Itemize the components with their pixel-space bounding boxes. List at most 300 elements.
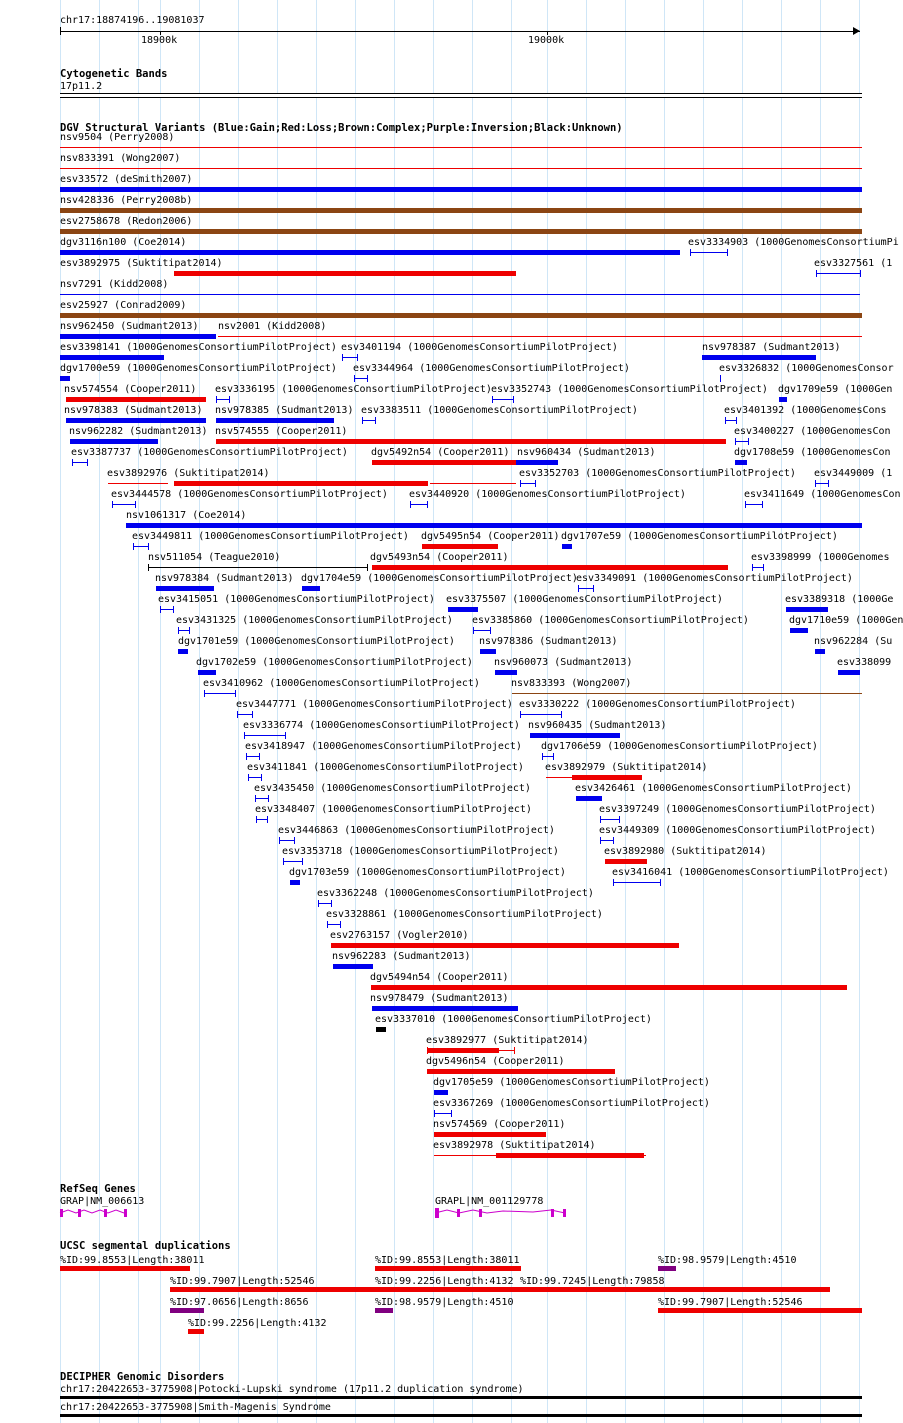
sv-cap (520, 711, 521, 718)
sv-feature[interactable] (133, 546, 149, 547)
sv-feature[interactable] (283, 861, 303, 862)
sv-label: esv3397249 (1000GenomesConsortiumPilotProject) (599, 804, 876, 815)
sv-feature[interactable] (473, 630, 491, 631)
sv-cap (294, 837, 295, 844)
sv-label: dgv1703e59 (1000GenomesConsortiumPilotProject) (289, 867, 566, 878)
sv-label: esv3440920 (1000GenomesConsortiumPilotProject) (409, 489, 686, 500)
sv-feature[interactable] (434, 1132, 546, 1137)
sv-feature[interactable] (60, 147, 862, 148)
sv-label: esv3328861 (1000GenomesConsortiumPilotProject) (326, 909, 603, 920)
sv-label: nsv574555 (Cooper2011) (215, 426, 348, 437)
sv-cap (736, 417, 737, 424)
sv-cap (267, 816, 268, 823)
sv-cap (148, 564, 149, 571)
sv-cap (613, 837, 614, 844)
sv-feature[interactable] (318, 903, 332, 904)
scale-label: 19000k (528, 35, 565, 46)
sv-cap (748, 438, 749, 445)
sv-cap (279, 837, 280, 844)
sv-cap (327, 921, 328, 928)
sv-feature[interactable] (735, 460, 747, 465)
sv-cap (613, 879, 614, 886)
sv-cap (204, 690, 205, 697)
sv-label: esv25927 (Conrad2009) (60, 300, 187, 311)
sv-cap (690, 249, 691, 256)
segdup-label: %ID:99.7907|Length:52546 (170, 1276, 315, 1287)
sv-label: esv3398999 (1000Genomes (751, 552, 890, 563)
sv-feature[interactable] (362, 420, 376, 421)
sv-label: nsv960434 (Sudmant2013) (517, 447, 656, 458)
sv-cap (255, 795, 256, 802)
sv-cap (553, 753, 554, 760)
sv-cap (860, 270, 861, 277)
sv-feature[interactable] (126, 523, 862, 528)
sv-feature[interactable] (376, 1027, 386, 1032)
sv-label: esv3892977 (Suktitipat2014) (426, 1035, 589, 1046)
sv-feature[interactable] (160, 609, 174, 610)
segdup-feature[interactable] (658, 1308, 862, 1313)
sv-feature[interactable] (248, 777, 262, 778)
gene-label: GRAPL|NM_001129778 (435, 1196, 544, 1207)
sv-feature[interactable] (546, 777, 574, 778)
sv-cap (246, 753, 247, 760)
sv-feature[interactable] (600, 819, 620, 820)
sv-label: esv3411649 (1000GenomesCon (744, 489, 901, 500)
cytoband-feature[interactable] (60, 93, 862, 98)
sv-label: nsv428336 (Perry2008b) (60, 195, 193, 206)
segdup-feature[interactable] (658, 1266, 676, 1271)
sv-cap (660, 879, 661, 886)
sv-feature[interactable] (786, 607, 828, 612)
sv-label: esv3435450 (1000GenomesConsortiumPilotProject) (254, 783, 531, 794)
sv-feature[interactable] (422, 544, 498, 549)
segdup-label: %ID:97.0656|Length:8656 (170, 1297, 309, 1308)
sv-feature[interactable] (148, 567, 368, 568)
sv-feature[interactable] (427, 1048, 499, 1053)
sv-feature[interactable] (372, 565, 728, 570)
sv-cap (268, 795, 269, 802)
cytoband-label: 17p11.2 (60, 81, 103, 92)
sv-cap (752, 564, 753, 571)
sv-label: esv3352743 (1000GenomesConsortiumPilotProject) (491, 384, 768, 395)
sv-feature[interactable] (244, 735, 286, 736)
sv-cap (473, 627, 474, 634)
sv-label: esv3362248 (1000GenomesConsortiumPilotProject) (317, 888, 594, 899)
scale-label: 18900k (141, 35, 178, 46)
sv-feature[interactable] (572, 775, 642, 780)
region-title: chr17:18874196..19081037 (60, 15, 205, 26)
sv-feature[interactable] (60, 250, 680, 255)
sv-label: esv3336195 (1000GenomesConsortiumPilotProject) (215, 384, 492, 395)
sv-feature[interactable] (434, 1090, 448, 1095)
sv-label: esv3385860 (1000GenomesConsortiumPilotProject) (472, 615, 749, 626)
sv-label: nsv574569 (Cooper2011) (433, 1119, 566, 1130)
sv-label: esv3387737 (1000GenomesConsortiumPilotProject) (71, 447, 348, 458)
sv-feature[interactable] (779, 397, 787, 402)
sv-label: esv3449309 (1000GenomesConsortiumPilotProject) (599, 825, 876, 836)
sv-cap (367, 564, 368, 571)
sv-feature[interactable] (331, 943, 679, 948)
sv-label: nsv511054 (Teague2010) (148, 552, 281, 563)
sv-feature[interactable] (530, 733, 620, 738)
sv-cap (725, 417, 726, 424)
sv-label: esv3375507 (1000GenomesConsortiumPilotProject) (446, 594, 723, 605)
sv-label: esv3334903 (1000GenomesConsortiumPi (688, 237, 899, 248)
sv-label: nsv962282 (Sudmant2013) (69, 426, 208, 437)
sv-label: esv3415051 (1000GenomesConsortiumPilotProject) (158, 594, 435, 605)
sv-label: nsv978383 (Sudmant2013) (64, 405, 203, 416)
sv-label: esv3349091 (1000GenomesConsortiumPilotProject) (576, 573, 853, 584)
segdup-label: %ID:99.8553|Length:38011 (375, 1255, 520, 1266)
sv-cap (160, 606, 161, 613)
sv-label: esv3326832 (1000GenomesConsor (719, 363, 894, 374)
sv-label: nsv962450 (Sudmant2013) (60, 321, 199, 332)
segdup-feature[interactable] (375, 1287, 521, 1292)
decipher-label: chr17:20422653-3775908|Potocki-Lupski syndrome (17p11.2 duplication syndrome) (60, 1384, 524, 1395)
sv-feature[interactable] (372, 460, 516, 465)
segdup-label: %ID:98.9579|Length:4510 (375, 1297, 514, 1308)
sv-feature[interactable] (108, 483, 168, 484)
sv-feature[interactable] (838, 670, 860, 675)
sv-label: esv3400227 (1000GenomesCon (734, 426, 891, 437)
sv-cap (762, 501, 763, 508)
sv-label: dgv5493n54 (Cooper2011) (370, 552, 509, 563)
sv-feature[interactable] (178, 649, 188, 654)
sv-feature[interactable] (60, 208, 862, 213)
sv-feature[interactable] (495, 670, 517, 675)
sv-label: esv3398141 (1000GenomesConsortiumPilotProject) (60, 342, 337, 353)
sv-feature[interactable] (72, 462, 88, 463)
sv-label: nsv574554 (Cooper2011) (64, 384, 197, 395)
sv-feature[interactable] (327, 924, 341, 925)
sv-label: esv3401194 (1000GenomesConsortiumPilotProject) (341, 342, 618, 353)
sv-cap (600, 816, 601, 823)
sv-feature[interactable] (578, 588, 594, 589)
track-title-segdup[interactable]: UCSC segmental duplications (60, 1240, 231, 1252)
sv-label: nsv1061317 (Coe2014) (126, 510, 247, 521)
sv-feature[interactable] (492, 399, 514, 400)
segdup-feature[interactable] (170, 1287, 376, 1292)
sv-feature[interactable] (112, 504, 136, 505)
sv-label: dgv1710e59 (1000Gen (789, 615, 903, 626)
sv-label: esv3411841 (1000GenomesConsortiumPilotProject) (247, 762, 524, 773)
sv-cap (87, 459, 88, 466)
sv-feature[interactable] (562, 544, 572, 549)
sv-feature[interactable] (448, 607, 478, 612)
sv-feature[interactable] (198, 670, 216, 675)
sv-cap (520, 480, 521, 487)
scale-arrow-icon (853, 27, 860, 35)
sv-label: dgv1701e59 (1000GenomesConsortiumPilotProject) (178, 636, 455, 647)
sv-cap (244, 732, 245, 739)
sv-label: nsv7291 (Kidd2008) (60, 279, 169, 290)
sv-cap (283, 858, 284, 865)
sv-cap (248, 774, 249, 781)
sv-cap (112, 501, 113, 508)
sv-feature[interactable] (174, 271, 516, 276)
sv-feature[interactable] (218, 336, 862, 337)
sv-feature[interactable] (174, 481, 428, 486)
sv-feature[interactable] (60, 229, 862, 234)
sv-cap (148, 543, 149, 550)
sv-label: nsv960435 (Sudmant2013) (528, 720, 667, 731)
sv-cap (133, 543, 134, 550)
sv-feature[interactable] (354, 378, 368, 379)
decipher-feature[interactable] (60, 1396, 862, 1399)
sv-label: esv3447771 (1000GenomesConsortiumPilotProject) (236, 699, 513, 710)
sv-cap (593, 585, 594, 592)
sv-label: dgv1709e59 (1000Gen (778, 384, 893, 395)
sv-label: esv3431325 (1000GenomesConsortiumPilotProject) (176, 615, 453, 626)
sv-label: nsv833391 (Wong2007) (60, 153, 181, 164)
sv-feature[interactable] (735, 441, 749, 442)
gene-label: GRAP|NM_006613 (60, 1196, 145, 1207)
sv-feature[interactable] (255, 798, 269, 799)
sv-feature[interactable] (60, 168, 862, 169)
segdup-feature[interactable] (170, 1308, 204, 1313)
sv-label: nsv978384 (Sudmant2013) (155, 573, 294, 584)
sv-feature[interactable] (66, 397, 206, 402)
sv-cap (619, 816, 620, 823)
decipher-feature[interactable] (60, 1414, 862, 1417)
sv-label: nsv962283 (Sudmant2013) (332, 951, 471, 962)
sv-feature[interactable] (576, 796, 602, 801)
sv-feature[interactable] (204, 693, 236, 694)
sv-feature[interactable] (279, 840, 295, 841)
sv-feature[interactable] (410, 504, 428, 505)
sv-cap (318, 900, 319, 907)
sv-label: esv3352703 (1000GenomesConsortiumPilotProject) (519, 468, 796, 479)
sv-feature[interactable] (480, 649, 496, 654)
sv-feature[interactable] (605, 859, 647, 864)
sv-label: esv338099 (837, 657, 892, 668)
sv-cap (261, 774, 262, 781)
sv-feature[interactable] (302, 586, 320, 591)
sv-feature[interactable] (60, 313, 862, 318)
sv-label: esv3892980 (Suktitipat2014) (604, 846, 767, 857)
sv-feature[interactable] (690, 252, 728, 253)
gene-model-grapl[interactable] (433, 1206, 573, 1220)
sv-cap (578, 585, 579, 592)
sv-label: esv3410962 (1000GenomesConsortiumPilotProject) (203, 678, 480, 689)
sv-label: nsv978387 (Sudmant2013) (702, 342, 841, 353)
sv-label: esv2758678 (Redon2006) (60, 216, 193, 227)
sv-feature[interactable] (512, 693, 862, 694)
sv-label: esv33572 (deSmith2007) (60, 174, 193, 185)
segdup-label: %ID:99.2256|Length:4132 (375, 1276, 514, 1287)
sv-cap (216, 396, 217, 403)
sv-feature[interactable] (702, 355, 816, 360)
sv-cap (173, 606, 174, 613)
sv-label: esv3892975 (Suktitipat2014) (60, 258, 223, 269)
sv-cap (354, 375, 355, 382)
sv-cap (451, 1110, 452, 1117)
segdup-label: %ID:99.7907|Length:52546 (658, 1297, 803, 1308)
sv-label: esv3330222 (1000GenomesConsortiumPilotProject) (519, 699, 796, 710)
sv-feature[interactable] (816, 273, 861, 274)
sv-label: esv3418947 (1000GenomesConsortiumPilotProject) (245, 741, 522, 752)
sv-feature[interactable] (216, 418, 334, 423)
sv-feature[interactable] (520, 483, 536, 484)
sv-label: dgv1707e59 (1000GenomesConsortiumPilotProject) (561, 531, 838, 542)
sv-label: dgv5494n54 (Cooper2011) (370, 972, 509, 983)
sv-cap (229, 396, 230, 403)
segdup-feature[interactable] (375, 1308, 393, 1313)
sv-label: esv3367269 (1000GenomesConsortiumPilotProject) (433, 1098, 710, 1109)
sv-feature[interactable] (60, 376, 70, 381)
sv-cap (259, 753, 260, 760)
sv-cap (342, 354, 343, 361)
sv-feature[interactable] (434, 1113, 452, 1114)
sv-label: dgv1704e59 (1000GenomesConsortiumPilotProject) (301, 573, 578, 584)
sv-label: esv2763157 (Vogler2010) (330, 930, 469, 941)
sv-feature[interactable] (371, 985, 847, 990)
sv-label: esv3389318 (1000Ge (785, 594, 894, 605)
sv-cap (302, 858, 303, 865)
sv-label: dgv5495n54 (Cooper2011) (421, 531, 560, 542)
sv-label: dgv5496n54 (Cooper2011) (426, 1056, 565, 1067)
sv-cap (235, 690, 236, 697)
sv-label: dgv3116n100 (Coe2014) (60, 237, 187, 248)
sv-label: esv3327561 (1 (814, 258, 893, 269)
sv-label: esv3383511 (1000GenomesConsortiumPilotProject) (361, 405, 638, 416)
sv-label: esv3344964 (1000GenomesConsortiumPilotProject) (353, 363, 630, 374)
decipher-label: chr17:20422653-3775908|Smith-Magenis Syndrome (60, 1402, 331, 1413)
segdup-feature[interactable] (375, 1266, 521, 1271)
sv-cap (135, 501, 136, 508)
sv-label: dgv1700e59 (1000GenomesConsortiumPilotProject) (60, 363, 337, 374)
sv-label: dgv1708e59 (1000GenomesCon (734, 447, 891, 458)
sv-cap (340, 921, 341, 928)
sv-feature[interactable] (430, 483, 516, 484)
sv-cap (828, 480, 829, 487)
sv-feature[interactable] (790, 628, 808, 633)
sv-feature[interactable] (156, 586, 214, 591)
sv-cap (513, 396, 514, 403)
sv-feature[interactable] (70, 439, 158, 444)
sv-feature[interactable] (342, 357, 358, 358)
scale-start-tick (60, 27, 61, 35)
sv-cap (285, 732, 286, 739)
sv-cap (763, 564, 764, 571)
segdup-feature[interactable] (60, 1266, 190, 1271)
sv-label: nsv833393 (Wong2007) (511, 678, 632, 689)
sv-label: esv3449811 (1000GenomesConsortiumPilotProject) (132, 531, 409, 542)
sv-label: nsv2001 (Kidd2008) (218, 321, 327, 332)
sv-label: dgv1702e59 (1000GenomesConsortiumPilotProject) (196, 657, 473, 668)
segdup-label: %ID:99.7245|Length:79858 (520, 1276, 665, 1287)
sv-cap (490, 627, 491, 634)
sv-label: nsv978386 (Sudmant2013) (479, 636, 618, 647)
sv-label: esv3444578 (1000GenomesConsortiumPilotProject) (111, 489, 388, 500)
segdup-label: %ID:99.8553|Length:38011 (60, 1255, 205, 1266)
sv-cap (720, 375, 721, 382)
segdup-feature[interactable] (188, 1329, 204, 1334)
sv-cap (256, 816, 257, 823)
sv-cap (600, 837, 601, 844)
sv-feature[interactable] (333, 964, 373, 969)
sv-label: dgv1706e59 (1000GenomesConsortiumPilotProject) (541, 741, 818, 752)
sv-feature[interactable] (60, 334, 216, 339)
sv-label: esv3892978 (Suktitipat2014) (433, 1140, 596, 1151)
sv-feature[interactable] (60, 187, 862, 192)
track-title-dgv[interactable]: DGV Structural Variants (Blue:Gain;Red:Loss;Brown:Complex;Purple:Inversion;Black:Unknown) (60, 122, 623, 134)
track-title-decipher[interactable]: DECIPHER Genomic Disorders (60, 1371, 225, 1383)
sv-cap (514, 1047, 515, 1054)
sv-feature[interactable] (613, 882, 661, 883)
sv-label: esv3892979 (Suktitipat2014) (545, 762, 708, 773)
sv-feature[interactable] (372, 1006, 518, 1011)
sv-feature[interactable] (290, 880, 300, 885)
sv-cap (189, 627, 190, 634)
sv-label: esv3337010 (1000GenomesConsortiumPilotProject) (375, 1014, 652, 1025)
sv-cap (427, 501, 428, 508)
sv-label: esv3892976 (Suktitipat2014) (107, 468, 270, 479)
sv-cap (745, 501, 746, 508)
sv-cap (362, 417, 363, 424)
sv-cap (735, 438, 736, 445)
sv-feature[interactable] (745, 504, 763, 505)
sv-cap (252, 711, 253, 718)
sv-feature[interactable] (60, 294, 860, 295)
sv-cap (727, 249, 728, 256)
sv-label: esv3449009 (1 (814, 468, 893, 479)
sv-feature[interactable] (520, 714, 562, 715)
gene-model-grap[interactable] (58, 1206, 138, 1220)
sv-feature[interactable] (66, 418, 206, 423)
segdup-label: %ID:98.9579|Length:4510 (658, 1255, 797, 1266)
sv-cap (178, 627, 179, 634)
sv-feature[interactable] (496, 1153, 644, 1158)
sv-cap (816, 270, 817, 277)
sv-label: nsv962284 (Su (814, 636, 893, 647)
sv-feature[interactable] (427, 1069, 615, 1074)
sv-label: esv3416041 (1000GenomesConsortiumPilotProject) (612, 867, 889, 878)
track-title-cytoband[interactable]: Cytogenetic Bands (60, 68, 168, 80)
sv-feature[interactable] (237, 714, 253, 715)
segdup-feature[interactable] (520, 1287, 830, 1292)
sv-cap (237, 711, 238, 718)
sv-cap (535, 480, 536, 487)
sv-feature[interactable] (216, 399, 230, 400)
sv-label: esv3401392 (1000GenomesCons (724, 405, 887, 416)
sv-label: nsv960073 (Sudmant2013) (494, 657, 633, 668)
sv-cap (492, 396, 493, 403)
sv-label: esv3336774 (1000GenomesConsortiumPilotProject) (243, 720, 520, 731)
sv-feature[interactable] (516, 460, 558, 465)
sv-feature[interactable] (60, 355, 164, 360)
sv-label: dgv5492n54 (Cooper2011) (371, 447, 510, 458)
sv-label: nsv9504 (Perry2008) (60, 132, 175, 143)
track-title-refseq[interactable]: RefSeq Genes (60, 1183, 136, 1195)
sv-label: nsv978385 (Sudmant2013) (215, 405, 354, 416)
sv-label: esv3348407 (1000GenomesConsortiumPilotProject) (255, 804, 532, 815)
sv-cap (434, 1110, 435, 1117)
sv-feature[interactable] (600, 840, 614, 841)
sv-label: esv3446863 (1000GenomesConsortiumPilotProject) (278, 825, 555, 836)
sv-cap (561, 711, 562, 718)
sv-cap (357, 354, 358, 361)
sv-cap (410, 501, 411, 508)
sv-feature[interactable] (216, 439, 726, 444)
sv-cap (375, 417, 376, 424)
sv-feature[interactable] (815, 649, 825, 654)
sv-cap (367, 375, 368, 382)
sv-feature[interactable] (815, 483, 829, 484)
sv-cap (331, 900, 332, 907)
sv-cap (542, 753, 543, 760)
sv-feature[interactable] (246, 756, 260, 757)
